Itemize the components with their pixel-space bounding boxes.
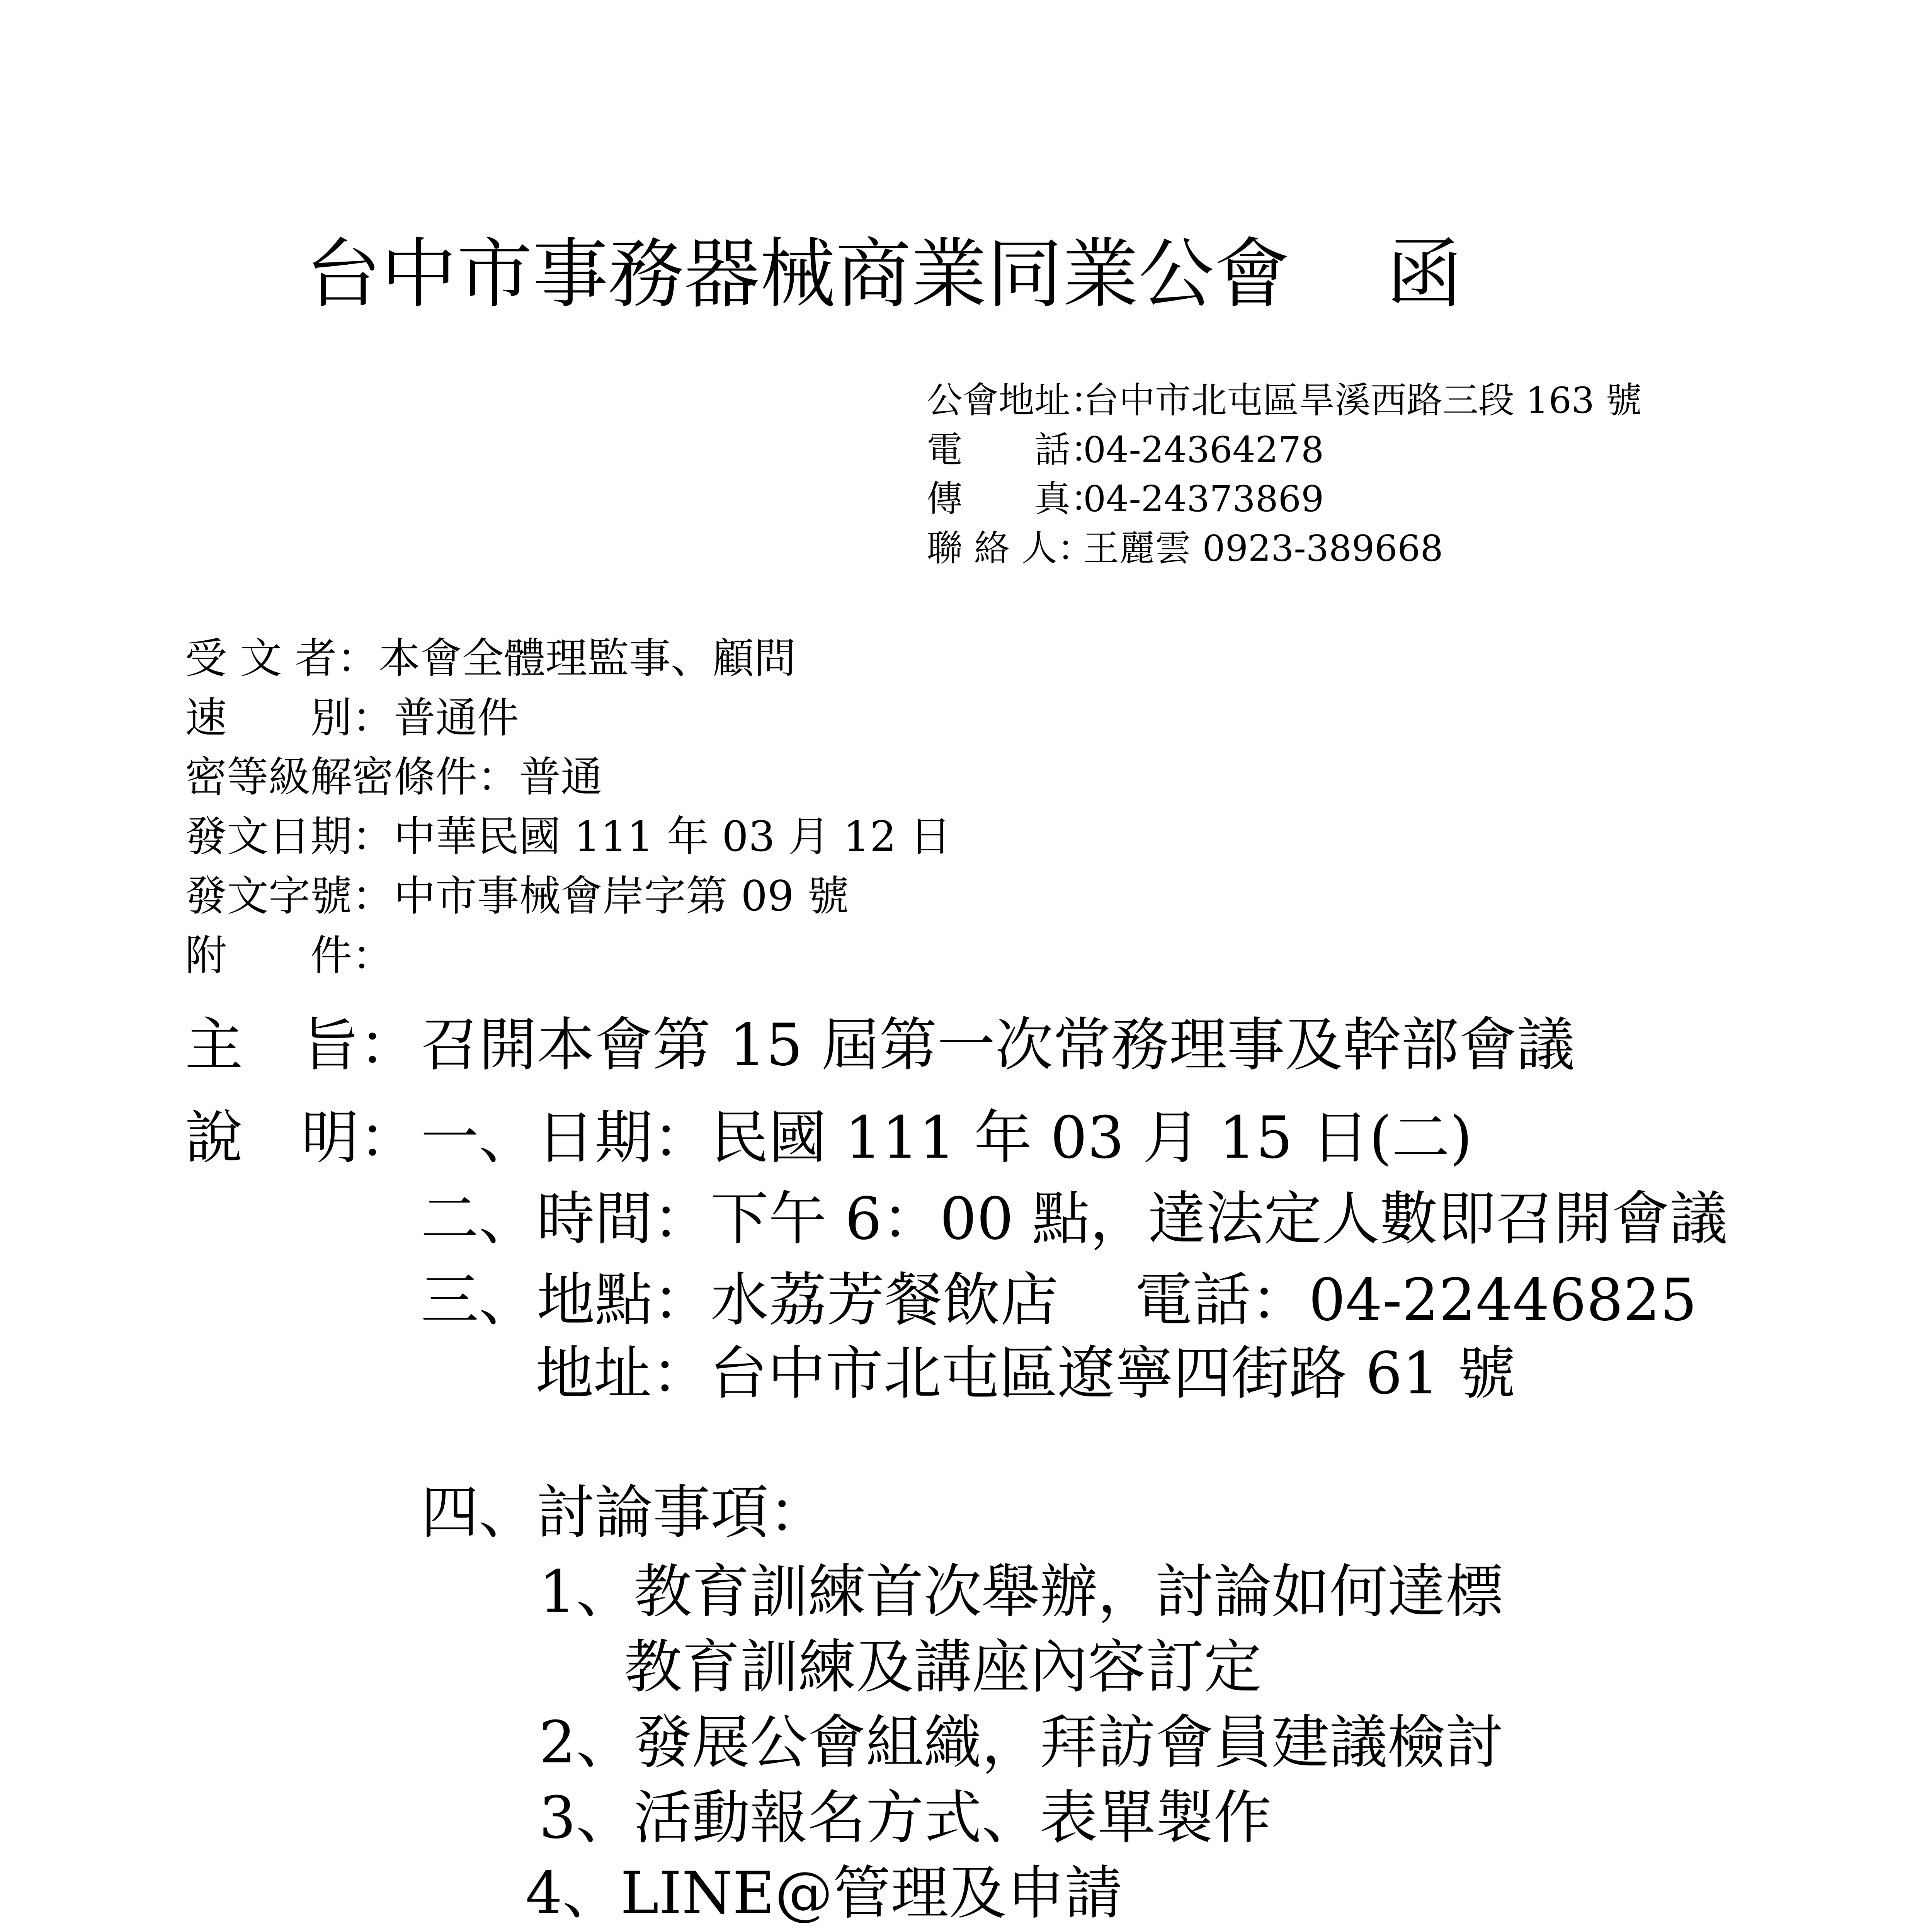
meta-recipient: 受 文 者：本會全體理監事、顧問	[185, 634, 796, 683]
meta-speed: 速 別：普通件	[185, 694, 519, 742]
discussion-item-4: 4、LINE@管理及申請	[526, 1860, 1123, 1927]
meta-number: 發文字號：中市事械會岸字第 09 號	[185, 872, 849, 920]
discussion-item-3: 3、活動報名方式、表單製作	[539, 1784, 1272, 1852]
document-title	[305, 230, 1463, 318]
org-name: 台中市事務器械商業同業公會	[305, 230, 1290, 318]
subject: 主 旨：召開本會第 15 屆第一次常務理事及幹部會議	[185, 1012, 1575, 1079]
doc-type: 函	[1386, 230, 1463, 318]
meta-attachment: 附 件：	[185, 932, 394, 980]
explanation-item-4: 四、討論事項：	[421, 1479, 827, 1546]
meta-security: 密等級解密條件：普通	[185, 753, 603, 801]
header-fax: 傳 真：04-24373869	[927, 478, 1324, 520]
meta-date: 發文日期：中華民國 111 年 03 月 12 日	[185, 813, 951, 861]
explanation-item-3-address: 地址：台中市北屯區遼寧四街路 61 號	[536, 1340, 1516, 1407]
discussion-item-1-cont: 教育訓練及講座內容訂定	[624, 1634, 1262, 1701]
explanation-item-3: 三、地點：水荔芳餐飲店 電話：04-22446825	[421, 1267, 1697, 1334]
header-phone: 電 話：04-24364278	[927, 429, 1324, 471]
explanation-item-1: 說 明：一、日期：民國 111 年 03 月 15 日(二)	[185, 1104, 1473, 1172]
explanation-item-2: 二、時間：下午 6：00 點，達法定人數即召開會議	[421, 1185, 1728, 1253]
discussion-item-1: 1、教育訓練首次舉辦，討論如何達標	[539, 1558, 1504, 1626]
discussion-item-2: 2、發展公會組織，拜訪會員建議檢討	[539, 1709, 1504, 1776]
header-address: 公會地址：台中市北屯區旱溪西路三段 163 號	[927, 379, 1642, 421]
header-contact: 聯 絡 人：王麗雲 0923-389668	[927, 527, 1443, 569]
